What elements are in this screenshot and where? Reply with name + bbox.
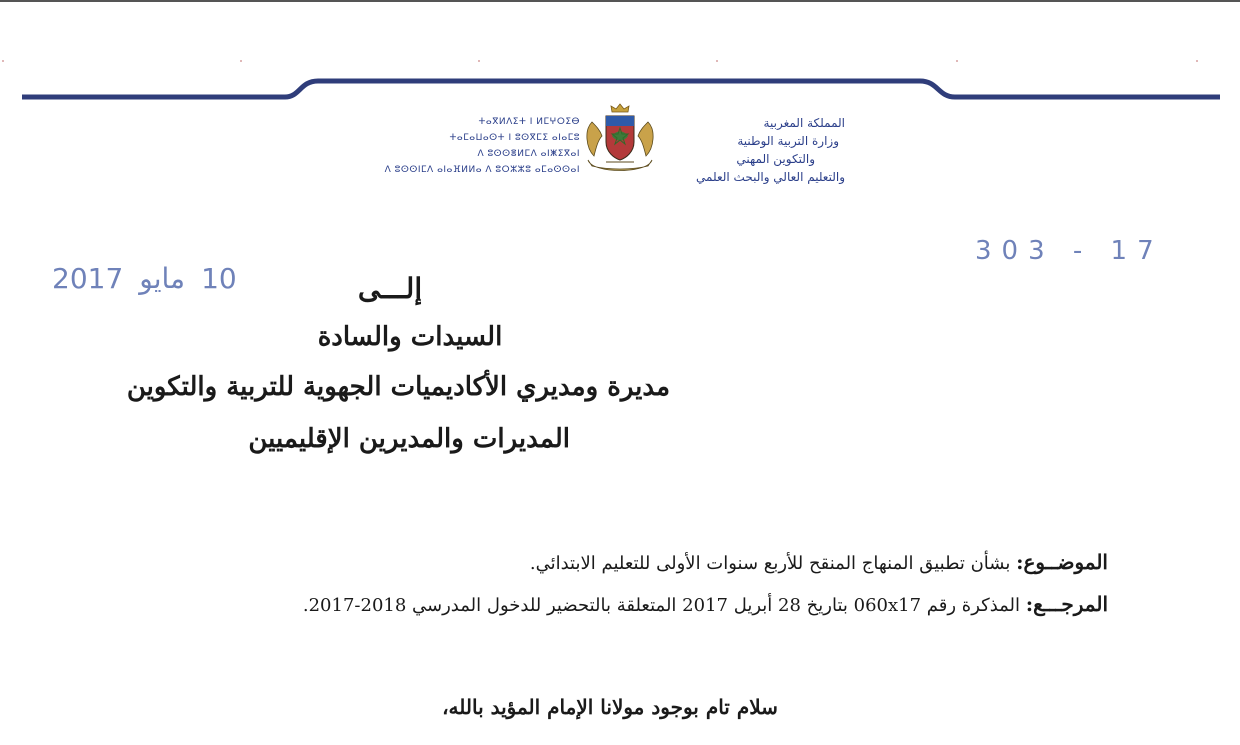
arabic-header-line: المملكة المغربية [763, 116, 845, 130]
tifinagh-line: ⵜⴰⵎⴰⵡⴰⵙⵜ ⵏ ⵓⵙⴳⵎⵉ ⴰⵏⴰⵎⵓ [449, 133, 580, 143]
date-stamp [52, 262, 253, 295]
recipient-line: مديرة ومديري الأكاديميات الجهوية للتربية والتكوين [126, 372, 670, 402]
ministry-name-tifinagh [365, 114, 580, 178]
subject-text: بشأن تطبيق المنهاج المنقح للأربع سنوات الأولى للتعليم الابتدائي. [529, 553, 1011, 574]
reference-label: المرجـــع: [1025, 592, 1108, 616]
recipient-line: المديرات والمديرين الإقليميين [248, 424, 570, 454]
arabic-header-line: والتعليم العالي والبحث العلمي [696, 170, 845, 184]
date-day: 10 [201, 262, 237, 295]
reference-number-stamp: 303 - 17 [975, 236, 1164, 266]
reference-text: المذكرة رقم 060x17 بتاريخ 28 أبريل 2017 المتعلقة بالتحضير للدخول المدرسي 2018-2017. [302, 595, 1021, 616]
tifinagh-line: ⵜⴰⴳⵍⴷⵉⵜ ⵏ ⵍⵎⵖⵔⵉⴱ [478, 117, 580, 127]
arabic-header-line: وزارة التربية الوطنية [737, 134, 839, 148]
recipient-line: السيدات والسادة [317, 322, 503, 352]
tifinagh-line: ⴷ ⵓⵙⵙⴻⵍⵎⴷ ⴰⵏⵥⵉⴳⴰⵏ [477, 149, 580, 159]
arabic-header-line: والتكوين المهني [736, 152, 815, 166]
reference-line [208, 592, 1108, 616]
date-month: مايو [139, 262, 186, 295]
ministry-name-arabic [640, 114, 845, 186]
tifinagh-line: ⴷ ⵓⵙⵙⵏⵎⴷ ⴰⵏⴰⴼⵍⵍⴰ ⴷ ⵓⵔⵣⵣⵓ ⴰⵎⴰⵙⵙⴰⵏ [384, 165, 580, 175]
subject-line [208, 550, 1108, 574]
date-year: 2017 [52, 262, 124, 295]
subject-label: الموضــوع: [1016, 550, 1108, 574]
greeting-line: سلام تام بوجود مولانا الإمام المؤيد بالله، [442, 695, 778, 719]
page-top-border [0, 0, 1240, 2]
recipient-to-label: إلـــى [357, 272, 423, 305]
